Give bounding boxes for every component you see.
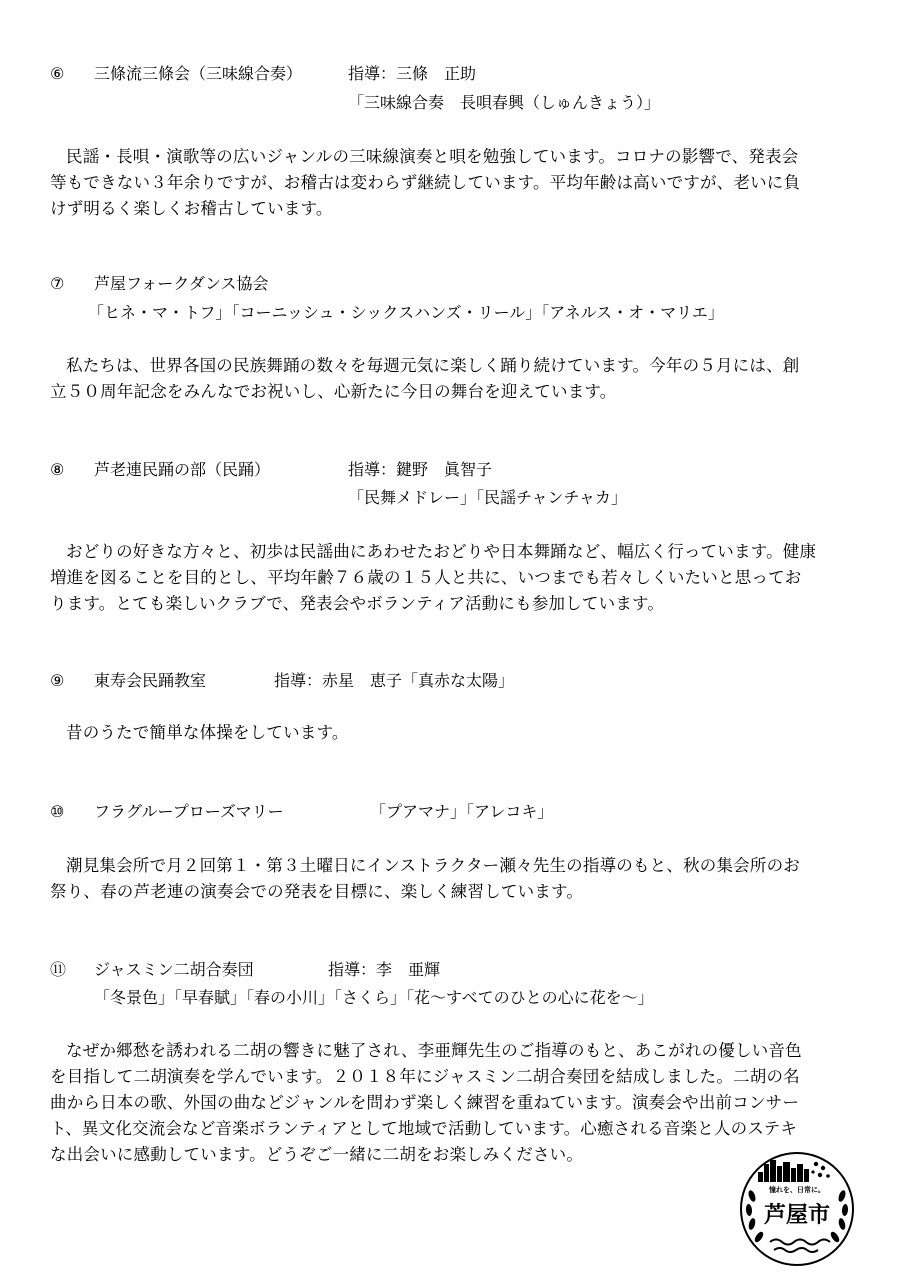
section-number: ⑨ bbox=[50, 671, 65, 690]
section-number: ⑩ bbox=[50, 802, 65, 821]
group-name: 芦老連民踊の部（民踊） bbox=[94, 460, 271, 479]
instructor: 指導：鍵野 眞智子 bbox=[348, 460, 493, 479]
pieces: 「ヒネ・マ・トフ」「コーニッシュ・シックスハンズ・リール」「アネルス・オ・マリエ」 bbox=[88, 303, 724, 322]
section-number: ⑧ bbox=[50, 460, 65, 479]
city-logo bbox=[738, 1150, 856, 1268]
instructor: 指導：三條 正助 bbox=[348, 64, 477, 83]
description-line: を目指して二胡演奏を学んでいます。２０１８年にジャスミン二胡合奏団を結成しました。二胡の名 bbox=[50, 1067, 800, 1086]
city-logo-icon bbox=[738, 1150, 856, 1268]
logo-tagline: 憧れを、日常に。 bbox=[769, 1186, 825, 1194]
description-line: おどりの好きな方々と、初歩は民謡曲にあわせたおどりや日本舞踊など、幅広く行っています。健康 bbox=[66, 542, 817, 561]
group-name: ジャスミン二胡合奏団 bbox=[94, 960, 254, 979]
section-number: ⑦ bbox=[50, 274, 65, 293]
description-line: ります。とても楽しいクラブで、発表会やボランティア活動にも参加しています。 bbox=[50, 594, 665, 613]
description-line: 立５０周年記念をみんなでお祝いし、心新たに今日の舞台を迎えています。 bbox=[50, 382, 617, 401]
group-name: 東寿会民踊教室 bbox=[94, 671, 207, 690]
pieces: 「民舞メドレー」「民謡チャンチャカ」 bbox=[348, 488, 628, 507]
description-line: 私たちは、世界各国の民族舞踊の数々を毎週元気に楽しく踊り続けています。今年の５月には、創 bbox=[66, 356, 800, 375]
pieces: 「冬景色」「早春賦」「春の小川」「さくら」「花～すべてのひとの心に花を～」 bbox=[94, 988, 654, 1007]
group-name: 芦屋フォークダンス協会 bbox=[94, 274, 269, 293]
instructor: 指導：李 亜輝 bbox=[328, 960, 441, 979]
description-line: 潮見集会所で月２回第１・第３土曜日にインストラクター瀬々先生の指導のもと、秋の集会所のお bbox=[66, 856, 800, 875]
section-number: ⑥ bbox=[50, 64, 65, 83]
description-line: なぜか郷愁を誘われる二胡の響きに魅了され、李亜輝先生のご指導のもと、あこがれの優しい音色 bbox=[66, 1041, 802, 1060]
logo-city-name: 芦屋市 bbox=[763, 1203, 831, 1228]
description-line: 等もできない３年余りですが、お稽古は変わらず継続しています。平均年齢は高いですが、老いに負 bbox=[50, 173, 801, 192]
description-line: ト、異文化交流会など音楽ボランティアとして地域で活動しています。心癒される音楽と人のステキ bbox=[50, 1119, 798, 1138]
description-line: 増進を図ることを目的とし、平均年齢７６歳の１５人と共に、いつまでも若々しくいたいと思ってお bbox=[50, 568, 802, 587]
section-number: ⑪ bbox=[50, 960, 67, 979]
pieces: 「三味線合奏 長唄春興（しゅんきょう）」 bbox=[348, 93, 661, 112]
description-line: 昔のうたで簡単な体操をしています。 bbox=[66, 723, 349, 742]
description-line: 曲から日本の歌、外国の曲などジャンルを問わず楽しく練習を重ねています。演奏会や出前コンサー bbox=[50, 1093, 800, 1112]
group-name: フラグループローズマリー bbox=[94, 802, 284, 821]
description-line: 民謡・長唄・演歌等の広いジャンルの三味線演奏と唄を勉強しています。コロナの影響で、発表会 bbox=[66, 147, 799, 166]
description-line: けず明るく楽しくお稽古しています。 bbox=[50, 199, 333, 218]
description-line: 祭り、春の芦老連の演奏会での発表を目標に、楽しく練習しています。 bbox=[50, 882, 584, 901]
pieces: 「プアマナ」「アレコキ」 bbox=[370, 802, 554, 821]
instructor-and-pieces: 指導：赤星 恵子「真赤な太陽」 bbox=[274, 671, 515, 690]
description-line: な出会いに感動しています。どうぞご一緒に二胡をお楽しみください。 bbox=[50, 1145, 584, 1164]
group-name: 三條流三條会（三味線合奏） bbox=[94, 64, 303, 83]
